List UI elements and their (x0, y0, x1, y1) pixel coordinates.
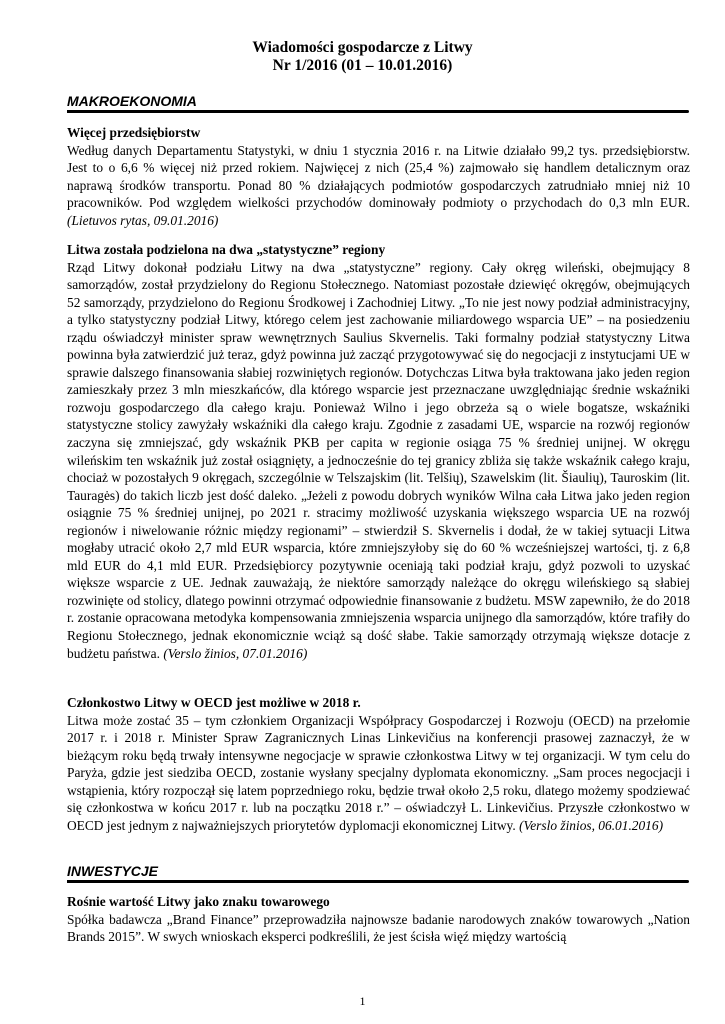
article-title: Członkostwo Litwy w OECD jest możliwe w 2018 r. (67, 695, 361, 710)
article-source: (Verslo žinios, 06.01.2016) (519, 817, 664, 833)
section-heading-makroekonomia: MAKROEKONOMIA (67, 93, 197, 109)
article-body: Litwa może zostać 35 – tym członkiem Organizacji Współpracy Gospodarczej i Rozwoju (OECD) na przełomie 2017 r. i 2018 r. Minister Spraw Zagranicznych Linas Linkevičius na konferencji prasowej zaznaczył, że w bieżącym roku będą trwały intensywne negocjacje w sprawie członkostwa Litwy w tej organizacji. W tym celu do Paryża, gdzie jest siedziba OECD, zostanie wysłany specjalny dyplomata ekonomiczny. „Sam proces negocjacji i wstąpienia, który rozpoczął się latem poprzedniego roku, będzie trwał około 2,5 roku, dlatego możemy spodziewać się członkostwa w końcu 2017 r. lub na początku 2018 r.” – oświadczył L. Linkevičius. Przyszłe członkostwo w OECD jest jednym z najważniejszych priorytetów dyplomacji ekonomicznej Litwy. (Verslo žinios, 06.01.2016) (67, 712, 690, 833)
article-wiecej-przedsiebiorstw (67, 124, 690, 229)
document-title: Wiadomości gospodarcze z Litwy (252, 39, 473, 56)
article-body: Spółka badawcza „Brand Finance” przeprowadziła najnowsze badanie narodowych znaków towarowych „Nation Brands 2015”. W swych wnioskach eksperci podkreślili, że jest ścisła więź między wartością (67, 911, 690, 945)
article-statystyczne-regiony (67, 241, 690, 662)
article-title: Rośnie wartość Litwy jako znaku towarowego (67, 894, 330, 909)
article-body: Rząd Litwy dokonał podziału Litwy na dwa „statystyczne” regiony. Cały okręg wileński, obejmujący 8 samorządów, został przydzielony do Regionu Stołecznego. Natomiast pozostałe dziewięć okręgów, obejmujących 52 samorządy, przydzielono do Regionu Środkowej i Zachodniej Litwy. „To nie jest nowy podział administracyjny, a tylko statystyczny podział Litwy, którego celem jest zachowanie miliardowego wsparcia UE” – na posiedzeniu rządu oświadczył minister spraw wewnętrznych Saulius Skvernelis. Taki formalny podział statystyczny Litwa powinna była zatwierdzić już teraz, gdyż powinna już zacząć przygotowywać się do negocjacji z instytucjami UE w sprawie dalszego finansowania słabiej rozwiniętych regionów. Dotychczas Litwa była traktowana jako jeden region zamieszkały przez 3 mln mieszkańców, dla którego wsparcie jest przeznaczane uwzględniając średnie wskaźniki rozwoju gospodarczego dla całego kraju. Ponieważ Wilno i jego obrzeża są o wiele bogatsze, wskaźniki statystyczne stolicy zawyżały wskaźniki dla całego kraju. Zgodnie z zasadami UE, wsparcie na rozwój regionów zaczyna się zmniejszać, gdy wskaźnik PKB per capita w regionie osiąga 75 % średniej unijnej. W okręgu wileńskim ten wskaźnik już został osiągnięty, a jednocześnie do tej granicy zbliża się także wskaźnik całego kraju, chociaż w pozostałych 9 okręgach, szczególnie w Telszajskim (lit. Telšių), Szawelskim (lit. Šiaulių), Tauroskim (lit. Tauragės) do takich liczb jest dość daleko. „Jeżeli z powodu dobrych wyników Wilna cała Litwa jako jeden region osiągnie 75 % średniej unijnej, po 2021 r. stracimy możliwość uzyskania większego wsparcia UE na rozwój regionów i niwelowanie różnic między regionami” – stwierdził S. Skvernelis i dodał, że w takiej sytuacji Litwa mogłaby utracić około 2,7 mld EUR wsparcia, które zmniejszyłoby się do 60 % wcześniejszej wartości, tj. z 6,8 mld EUR do 4,1 mld EUR. Przedsiębiorcy pozytywnie oceniają taki podział kraju, gdyż pozwoli to uzyskać większe wsparcie z UE. Jednak zauważają, że niektóre samorządy należące do okręgu wileńskiego są słabiej rozwinięte od stolicy, dlatego powinni otrzymać odpowiednie finansowanie z budżetu. MSW zapewniło, że do 2018 r. zostanie opracowana metodyka kompensowania zmniejszenia wsparcia unijnego dla samorządów, które trafiły do Regionu Stołecznego, jednak ekonomicznie wciąż są dość słabe. Takie samorządy otrzymają większe dotacje z budżetu państwa. (Verslo žinios, 07.01.2016) (67, 259, 690, 661)
document-issue: Nr 1/2016 (01 – 10.01.2016) (272, 57, 453, 74)
section-divider (67, 110, 689, 113)
article-wartosc-litwy (67, 893, 690, 946)
section-divider (67, 880, 689, 883)
article-source: (Verslo žinios, 07.01.2016) (163, 645, 308, 661)
article-title: Więcej przedsiębiorstw (67, 125, 201, 140)
article-title: Litwa została podzielona na dwa „statystyczne” regiony (67, 242, 386, 257)
page-number: 1 (359, 994, 366, 1008)
article-oecd (67, 694, 690, 834)
article-source: (Lietuvos rytas, 09.01.2016) (67, 212, 219, 228)
section-heading-inwestycje: INWESTYCJE (67, 863, 159, 879)
article-body: Według danych Departamentu Statystyki, w dniu 1 stycznia 2016 r. na Litwie działało 99,2 tys. przedsiębiorstw. Jest to o 6,6 % więcej niż przed rokiem. Najwięcej z nich (25,4 %) zajmowało się handlem detalicznym oraz naprawą środków transportu. Ponad 80 % działających podmiotów gospodarczych zatrudniało mniej niż 10 pracowników. Pod względem wielkości przychodów dominowały podmioty o przychodach do 0,3 mln EUR. (Lietuvos rytas, 09.01.2016) (67, 142, 690, 228)
